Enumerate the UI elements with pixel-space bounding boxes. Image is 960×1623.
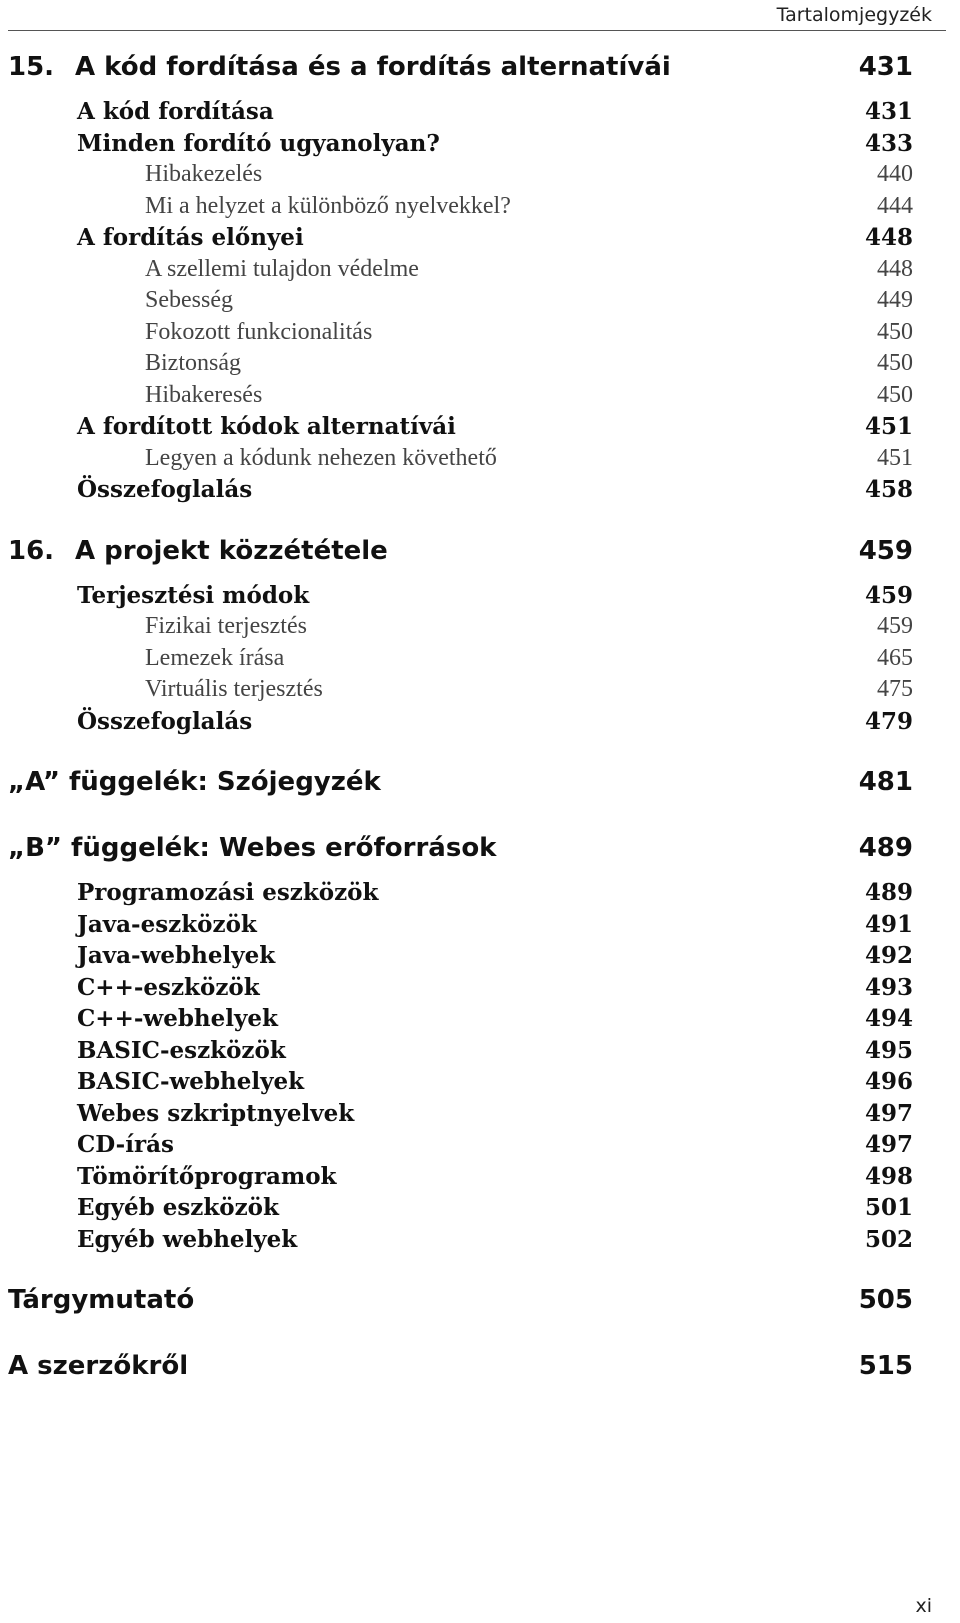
toc-subentry[interactable] bbox=[0, 443, 960, 475]
entry-page: 450 bbox=[877, 381, 913, 408]
toc-authors[interactable] bbox=[0, 1347, 960, 1385]
chapter-title: Tárgymutató bbox=[8, 1285, 195, 1315]
chapter-number: 16. bbox=[8, 535, 55, 566]
toc-entry[interactable] bbox=[0, 411, 960, 443]
entry-title: Programozási eszközök bbox=[77, 879, 379, 906]
toc-index[interactable] bbox=[0, 1281, 960, 1319]
entry-page: 497 bbox=[864, 1099, 913, 1127]
toc-entry[interactable] bbox=[0, 222, 960, 254]
toc-chapter-15[interactable] bbox=[0, 48, 960, 86]
table-of-contents bbox=[0, 48, 960, 1385]
toc-entry[interactable] bbox=[0, 940, 960, 972]
toc-entry[interactable] bbox=[0, 1066, 960, 1098]
chapter-title: A kód fordítása és a fordítás alternatívái bbox=[75, 52, 671, 82]
toc-subentry[interactable] bbox=[0, 674, 960, 706]
entry-title: Webes szkriptnyelvek bbox=[77, 1099, 355, 1127]
entry-title: Terjesztési módok bbox=[77, 581, 310, 609]
entry-page: 444 bbox=[877, 192, 913, 219]
entry-page: 497 bbox=[864, 1131, 913, 1158]
entry-page: 458 bbox=[864, 476, 913, 503]
toc-subentry[interactable] bbox=[0, 643, 960, 675]
chapter-title: „B” függelék: Webes erőforrások bbox=[8, 833, 497, 863]
entry-title: Hibakeresés bbox=[145, 381, 263, 408]
header-divider bbox=[8, 30, 946, 31]
toc-entry[interactable] bbox=[0, 1224, 960, 1256]
toc-subentry[interactable] bbox=[0, 191, 960, 223]
entry-page: 492 bbox=[864, 942, 913, 969]
entry-title: Sebesség bbox=[145, 287, 233, 313]
entry-page: 448 bbox=[864, 224, 913, 251]
entry-title: Virtuális terjesztés bbox=[145, 676, 323, 702]
toc-entry[interactable] bbox=[0, 909, 960, 941]
chapter-page: 431 bbox=[858, 52, 913, 82]
toc-entry[interactable] bbox=[0, 1161, 960, 1193]
toc-subentry[interactable] bbox=[0, 317, 960, 349]
entry-title: Minden fordító ugyanolyan? bbox=[77, 129, 440, 157]
entry-title: Fokozott funkcionalitás bbox=[145, 318, 373, 345]
chapter-title: A projekt közzététele bbox=[75, 535, 388, 566]
chapter-number: 15. bbox=[8, 52, 55, 82]
entry-page: 494 bbox=[864, 1005, 913, 1032]
toc-entry[interactable] bbox=[0, 474, 960, 506]
entry-page: 449 bbox=[877, 287, 913, 313]
chapter-page: 481 bbox=[858, 767, 913, 797]
entry-title: Java-webhelyek bbox=[77, 942, 276, 969]
toc-entry[interactable] bbox=[0, 96, 960, 128]
toc-entry[interactable] bbox=[0, 706, 960, 738]
toc-entry[interactable] bbox=[0, 972, 960, 1004]
toc-subentry[interactable] bbox=[0, 254, 960, 286]
entry-title: Biztonság bbox=[145, 350, 241, 376]
entry-page: 431 bbox=[864, 98, 913, 125]
toc-entry[interactable] bbox=[0, 580, 960, 612]
toc-entry[interactable] bbox=[0, 1192, 960, 1224]
entry-page: 440 bbox=[877, 161, 913, 187]
entry-title: A fordítás előnyei bbox=[77, 224, 304, 251]
entry-title: Tömörítőprogramok bbox=[77, 1162, 337, 1190]
toc-appendix-a[interactable] bbox=[0, 763, 960, 801]
entry-page: 491 bbox=[864, 910, 913, 938]
entry-page: 502 bbox=[864, 1225, 913, 1253]
page-number: xi bbox=[915, 1595, 932, 1617]
entry-title: Összefoglalás bbox=[77, 476, 253, 503]
entry-title: A szellemi tulajdon védelme bbox=[145, 255, 419, 282]
entry-title: Fizikai terjesztés bbox=[145, 613, 307, 639]
chapter-page: 505 bbox=[858, 1285, 913, 1315]
toc-subentry[interactable] bbox=[0, 380, 960, 412]
entry-page: 448 bbox=[877, 255, 913, 282]
toc-subentry[interactable] bbox=[0, 348, 960, 380]
entry-title: Legyen a kódunk nehezen követhető bbox=[145, 444, 497, 471]
running-header: Tartalomjegyzék bbox=[776, 4, 932, 26]
entry-page: 479 bbox=[864, 707, 913, 735]
toc-appendix-b[interactable] bbox=[0, 829, 960, 867]
entry-title: Mi a helyzet a különböző nyelvekkel? bbox=[145, 192, 511, 219]
toc-entry[interactable] bbox=[0, 1098, 960, 1130]
entry-title: C++-eszközök bbox=[77, 973, 260, 1001]
entry-page: 465 bbox=[877, 644, 913, 671]
entry-page: 459 bbox=[877, 613, 913, 639]
toc-subentry[interactable] bbox=[0, 611, 960, 643]
entry-title: BASIC-webhelyek bbox=[77, 1068, 305, 1095]
entry-title: Java-eszközök bbox=[77, 910, 257, 938]
toc-entry[interactable] bbox=[0, 877, 960, 909]
toc-entry[interactable] bbox=[0, 1035, 960, 1067]
entry-page: 450 bbox=[877, 350, 913, 376]
entry-page: 433 bbox=[864, 129, 913, 157]
chapter-page: 459 bbox=[858, 535, 913, 566]
entry-page: 450 bbox=[877, 318, 913, 345]
entry-page: 459 bbox=[864, 581, 913, 609]
entry-title: Lemezek írása bbox=[145, 644, 285, 671]
toc-chapter-16[interactable] bbox=[0, 532, 960, 570]
toc-entry[interactable] bbox=[0, 128, 960, 160]
toc-entry[interactable] bbox=[0, 1003, 960, 1035]
entry-page: 501 bbox=[864, 1194, 913, 1221]
entry-page: 451 bbox=[864, 413, 913, 440]
entry-title: Egyéb eszközök bbox=[77, 1194, 279, 1221]
chapter-title: „A” függelék: Szójegyzék bbox=[8, 767, 381, 797]
entry-title: CD-írás bbox=[77, 1131, 174, 1158]
toc-entry[interactable] bbox=[0, 1129, 960, 1161]
entry-page: 489 bbox=[864, 879, 913, 906]
chapter-page: 489 bbox=[858, 833, 913, 863]
chapter-page: 515 bbox=[858, 1351, 913, 1381]
entry-page: 451 bbox=[877, 444, 913, 471]
entry-page: 493 bbox=[864, 973, 913, 1001]
entry-title: BASIC-eszközök bbox=[77, 1036, 286, 1064]
entry-title: A fordított kódok alternatívái bbox=[77, 413, 456, 440]
entry-title: Összefoglalás bbox=[77, 707, 253, 735]
toc-subentry[interactable] bbox=[0, 285, 960, 317]
entry-page: 495 bbox=[864, 1036, 913, 1064]
entry-page: 475 bbox=[877, 676, 913, 702]
entry-page: 496 bbox=[864, 1068, 913, 1095]
chapter-title: A szerzőkről bbox=[8, 1351, 189, 1381]
entry-page: 498 bbox=[864, 1162, 913, 1190]
entry-title: C++-webhelyek bbox=[77, 1005, 278, 1032]
toc-subentry[interactable] bbox=[0, 159, 960, 191]
entry-title: Hibakezelés bbox=[145, 161, 263, 187]
entry-title: A kód fordítása bbox=[77, 98, 274, 125]
entry-title: Egyéb webhelyek bbox=[77, 1225, 298, 1253]
